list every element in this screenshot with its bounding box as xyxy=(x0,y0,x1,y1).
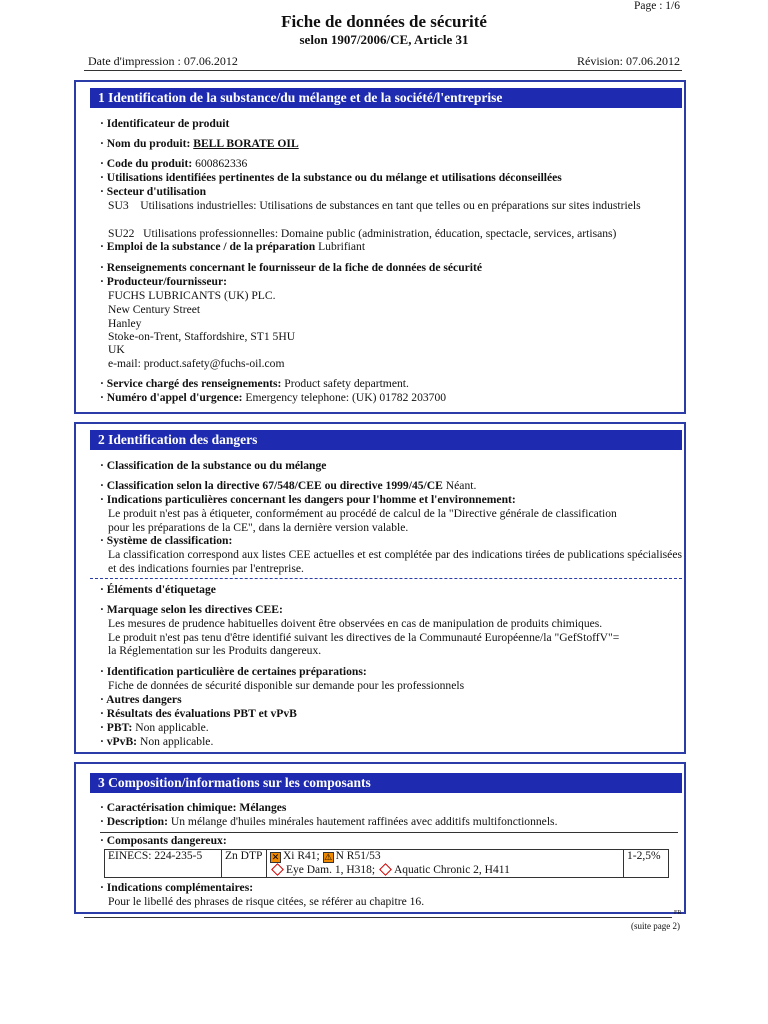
class-aquatic: Aquatic Chronic 2, H411 xyxy=(393,863,510,876)
vpvb-value: Non applicable. xyxy=(139,735,214,748)
marking-label: · Marquage selon les directives CEE: xyxy=(100,603,283,616)
description-label: · Description: xyxy=(100,815,168,828)
footer-rule xyxy=(84,917,672,918)
special-label: · Identification particulière de certaines préparations: xyxy=(100,665,367,678)
supplier-label: · Renseignements concernant le fournisseur de la fiche de données de sécurité xyxy=(100,261,483,274)
use-row xyxy=(100,240,365,254)
product-code-value: 600862336 xyxy=(195,157,248,170)
vpvb-row xyxy=(100,735,213,749)
product-code-row xyxy=(100,157,247,171)
header-rule xyxy=(84,70,682,71)
pbt-label: · PBT: xyxy=(100,721,133,734)
address-line-4: Stoke-on-Trent, Staffordshire, ST1 5HU xyxy=(108,330,296,343)
producer-label: · Producteur/fournisseur: xyxy=(100,275,227,288)
continued-note: (suite page 2) xyxy=(631,921,680,931)
pbt-results-label: · Résultats des évaluations PBT et vPvB xyxy=(100,707,297,720)
system-label: · Système de classification: xyxy=(100,534,233,547)
page-number: Page : 1/6 xyxy=(634,0,680,12)
product-name-row xyxy=(100,137,299,151)
corrosion-ghs-icon xyxy=(271,863,284,876)
vpvb-label: · vPvB: xyxy=(100,735,138,748)
table-row xyxy=(105,850,669,878)
class-xi: Xi R41; xyxy=(283,850,320,862)
directive-row xyxy=(100,479,476,493)
address-line-3: Hanley xyxy=(108,317,142,330)
language-code: FR xyxy=(674,910,682,916)
dashed-divider xyxy=(90,578,682,579)
product-name-label: · Nom du produit: xyxy=(100,137,191,150)
component-name-cell: Zn DTP xyxy=(222,850,267,878)
section-1-heading: 1 Identification de la substance/du mélange et de la société/l'entreprise xyxy=(90,88,682,108)
environment-ghs-icon xyxy=(379,863,392,876)
description-row xyxy=(100,815,557,829)
uses-label: · Utilisations identifiées pertinentes de la substance ou du mélange et utilisations déconseillées xyxy=(100,171,562,184)
complementary-value: Pour le libellé des phrases de risque citées, se référer au chapitre 16. xyxy=(108,895,425,908)
marking-text-2: Le produit n'est pas tenu d'être identifié suivant les directives de la Communauté Européenne/la "GefStoffV"= xyxy=(108,631,620,644)
su3-text: SU3 Utilisations industrielles: Utilisations de substances en tant que telles ou en préparations sur sites industriels xyxy=(108,199,641,212)
service-label: · Service chargé des renseignements: xyxy=(100,377,282,390)
su22-text: SU22 Utilisations professionnelles: Domaine public (administration, éducation, spectacle, services, artisans) xyxy=(108,227,617,240)
section-3-heading: 3 Composition/informations sur les composants xyxy=(90,773,682,793)
environment-hazard-icon: ⚠ xyxy=(324,852,333,862)
document-subtitle: selon 1907/2006/CE, Article 31 xyxy=(299,32,469,47)
emergency-row xyxy=(100,391,446,405)
directive-label: · Classification selon la directive 67/548/CEE ou directive 1999/45/CE xyxy=(100,479,443,492)
class-eye-dam: Eye Dam. 1, H318; xyxy=(286,863,376,876)
description-value: Un mélange d'huiles minérales hautement raffinées avec additifs multifonctionnels. xyxy=(170,815,558,828)
product-name-value: BELL BORATE OIL xyxy=(193,137,299,150)
complementary-label: · Indications complémentaires: xyxy=(100,881,254,894)
particular-text-1: Le produit n'est pas à étiqueter, conformément au procédé de calcul de la "Directive générale de classification xyxy=(108,507,617,520)
directive-value: Néant. xyxy=(445,479,477,492)
dangerous-components-label: · Composants dangereux: xyxy=(100,834,227,847)
components-table xyxy=(104,849,669,878)
concentration-cell: 1-2,5% xyxy=(624,850,669,878)
product-code-label: · Code du produit: xyxy=(100,157,193,170)
marking-text-1: Les mesures de prudence habituelles doivent être observées en cas de manipulation de produits chimiques. xyxy=(108,617,603,630)
harmful-x-icon: ✕ xyxy=(271,852,280,862)
print-date: Date d'impression : 07.06.2012 xyxy=(88,54,238,68)
classification-label: · Classification de la substance ou du mélange xyxy=(100,459,327,472)
section-2-heading: 2 Identification des dangers xyxy=(90,430,682,450)
components-top-rule xyxy=(100,832,678,833)
revision-date: Révision: 07.06.2012 xyxy=(576,54,680,68)
use-label: · Emploi de la substance / de la préparation xyxy=(100,240,316,253)
use-value: Lubrifiant xyxy=(318,240,366,253)
classification-cell xyxy=(267,850,624,878)
marking-text-3: la Réglementation sur les Produits dangereux. xyxy=(108,644,322,657)
einecs-cell: EINECS: 224-235-5 xyxy=(105,850,222,878)
address-line-5: UK xyxy=(108,343,125,356)
emergency-value: Emergency telephone: (UK) 01782 203700 xyxy=(245,391,447,404)
sector-label: · Secteur d'utilisation xyxy=(100,185,207,198)
emergency-label: · Numéro d'appel d'urgence: xyxy=(100,391,243,404)
document-title: Fiche de données de sécurité xyxy=(281,12,487,31)
other-dangers-label: · Autres dangers xyxy=(100,693,182,706)
special-value: Fiche de données de sécurité disponible sur demande pour les professionnels xyxy=(108,679,465,692)
service-value: Product safety department. xyxy=(284,377,409,390)
product-identifier-label: · Identificateur de produit xyxy=(100,117,230,130)
class-n: N R51/53 xyxy=(335,850,381,862)
system-text: La classification correspond aux listes CEE actuelles et est complétée par des indications tirées de publications spécialisées et des indications fournies par l'entreprise. xyxy=(108,548,682,575)
particular-label: · Indications particulières concernant les dangers pour l'homme et l'environnement: xyxy=(100,493,516,506)
chemical-characterization: · Caractérisation chimique: Mélanges xyxy=(100,801,287,814)
address-line-2: New Century Street xyxy=(108,303,201,316)
service-row xyxy=(100,377,409,391)
contact-email: e-mail: product.safety@fuchs-oil.com xyxy=(108,357,285,370)
address-line-1: FUCHS LUBRICANTS (UK) PLC. xyxy=(108,289,276,302)
particular-text-2: pour les préparations de la CE", dans la dernière version valable. xyxy=(108,521,409,534)
pbt-value: Non applicable. xyxy=(135,721,209,734)
label-elements-label: · Éléments d'étiquetage xyxy=(100,583,216,596)
pbt-row xyxy=(100,721,209,735)
